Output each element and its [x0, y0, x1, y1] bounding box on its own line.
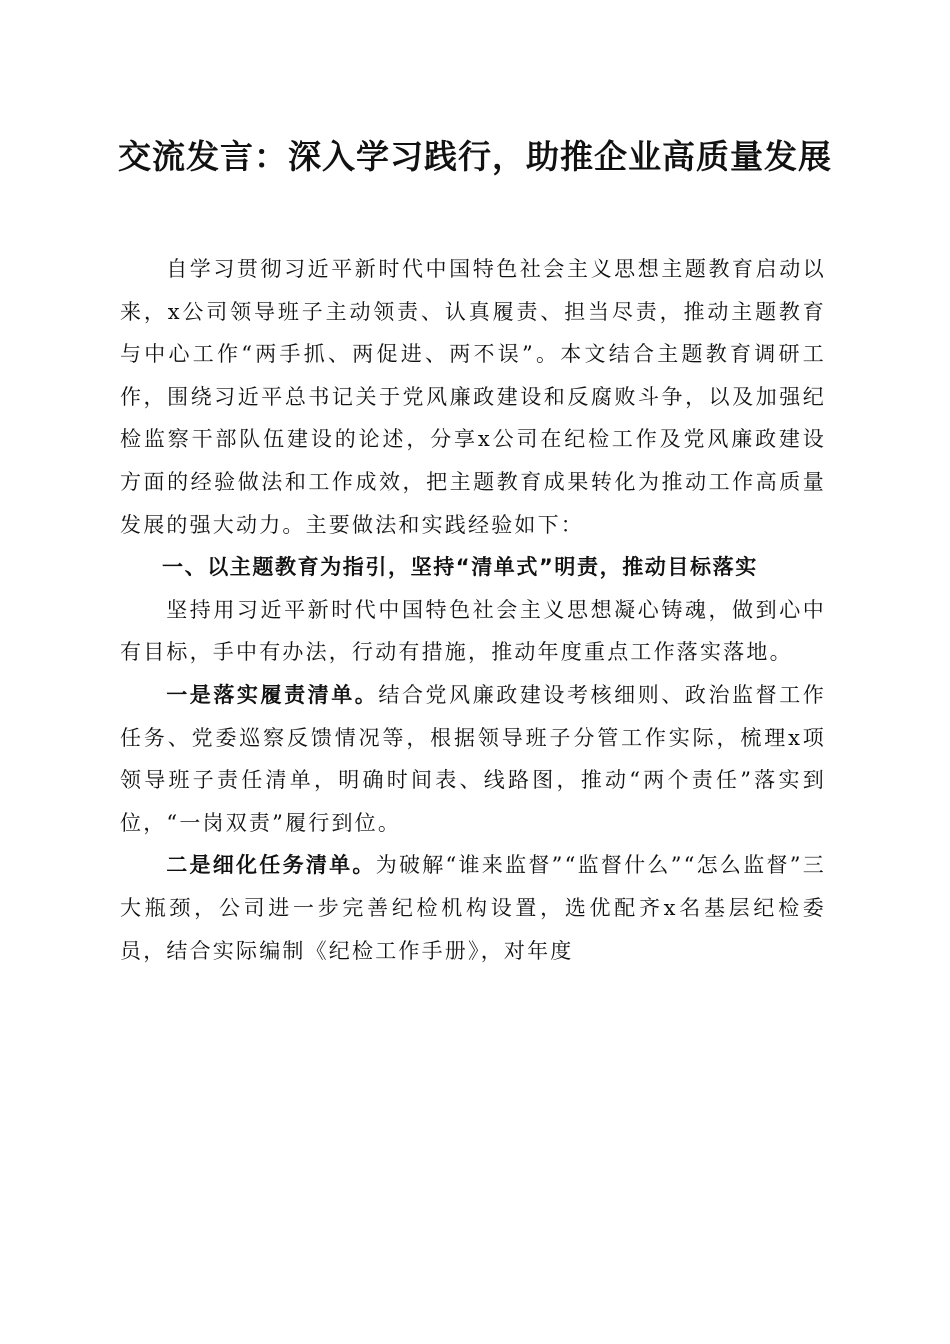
item-lead: 二是细化任务清单。: [166, 853, 376, 878]
document-title: 交流发言：深入学习践行，助推企业高质量发展: [118, 137, 832, 176]
list-item: [120, 674, 826, 844]
intro-paragraph: 自学习贯彻习近平新时代中国特色社会主义思想主题教育启动以来，x公司领导班子主动领责、认真履责、担当尽责，推动主题教育与中心工作“两手抓、两促进、两不误”。本文结合主题教育调研工作，围绕习近平总书记关于党风廉政建设和反腐败斗争，以及加强纪检监察干部队伍建设的论述，分享x公司在纪检工作及党风廉政建设方面的经验做法和工作成效，把主题教育成果转化为推动工作高质量发展的强大动力。主要做法和实践经验如下：: [120, 257, 826, 537]
section-intro-paragraph: 坚持用习近平新时代中国特色社会主义思想凝心铸魂，做到心中有目标，手中有办法，行动有措施，推动年度重点工作落实落地。: [120, 597, 826, 665]
item-lead: 一是落实履责清单。: [166, 682, 379, 707]
list-item: [120, 844, 826, 972]
section-heading: 一、以主题教育为指引，坚持“清单式”明责，推动目标落实: [162, 555, 758, 580]
item-text: 结合党风廉政建设考核细则、政治监督工作任务、党委巡察反馈情况等，根据领导班子分管工作实际，梳理x项领导班子责任清单，明确时间表、线路图，推动“两个责任”落实到位，“一岗双责”履行到位。: [120, 682, 826, 835]
item-text: 为破解“谁来监督”“监督什么”“怎么监督”三大瓶颈，公司进一步完善纪检机构设置，选优配齐x名基层纪检委员，结合实际编制《纪检工作手册》，对年度: [120, 853, 826, 963]
document-body: [120, 248, 826, 972]
